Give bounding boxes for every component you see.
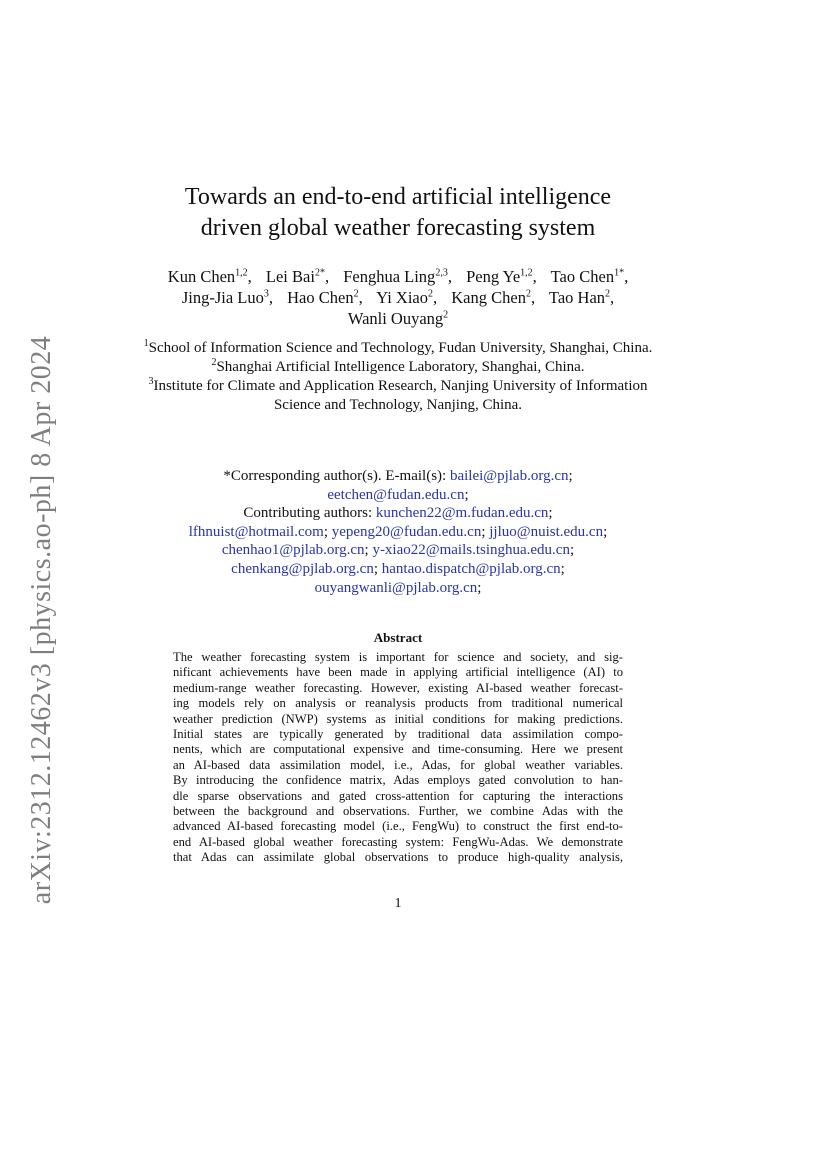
affiliation-1 [140,339,656,358]
affiliation-number: 1 [143,338,149,349]
contributing-line-4: chenkang@pjlab.org.cn; hantao.dispatch@pjlab.org.cn; [231,560,565,577]
author-affiliation-mark: 2 [525,288,531,300]
author-name: Tao Han [548,288,606,307]
title-line-2: driven global weather forecasting system [200,215,596,241]
email-link[interactable]: hantao.dispatch@pjlab.org.cn [381,560,561,577]
author-affiliation-mark: 1,2 [235,267,248,279]
author-affiliation-mark: 2* [314,267,325,279]
abstract-line: weather prediction (NWP) systems as initial conditions for making predictions. [173,711,623,726]
author-affiliation-mark: 1* [614,267,625,279]
affiliation-text: Institute for Climate and Application Research, Nanjing University of Information Science and Technology, Nanjing, China. [153,378,648,413]
affiliation-number: 2 [211,357,217,368]
author-name: Yi Xiao [376,288,429,307]
author-name: Fenghua Ling [343,267,436,286]
abstract-line: advanced AI-based forecasting model (i.e., FengWu) to construct the first end-to- [173,819,623,834]
author-name: Lei Bai [265,267,315,286]
contact-block [160,467,636,597]
email-link[interactable]: chenhao1@pjlab.org.cn [221,542,365,559]
abstract-line: dle sparse observations and gated cross-attention for capturing the interactions [173,788,623,803]
author-name: Kang Chen [451,288,526,307]
author-affiliation-mark: 2 [443,309,449,321]
abstract-line: nents, which are computational expensive and time-consuming. Here we present [173,742,623,757]
email-link[interactable]: jjluo@nuist.edu.cn [489,523,604,540]
author-list [140,266,656,329]
affiliation-number: 3 [148,376,154,387]
paper-title [118,182,678,244]
email-link[interactable]: eetchen@fudan.edu.cn [327,486,465,503]
email-link[interactable]: kunchen22@m.fudan.edu.cn [375,505,549,522]
author-affiliation-mark: 3 [263,288,269,300]
email-link[interactable]: chenkang@pjlab.org.cn [231,560,374,577]
author-affiliation-mark: 2,3 [435,267,448,279]
author-name: Kun Chen [167,267,236,286]
author-line-2: Jing-Jia Luo$^3$, Hao Chen$^2$, Yi Xiao$^2$, Kang Chen$^2$, Tao Han$^2$, [181,288,615,307]
corresponding-line: *Corresponding author(s). E-mail(s): bailei@pjlab.org.cn; [223,468,573,484]
author-line-3 [140,308,656,329]
abstract-line: Initial states are typically generated by traditional data assimilation compo- [173,727,623,742]
contributing-line-3: chenhao1@pjlab.org.cn; y-xiao22@mails.tsinghua.edu.cn; [221,542,575,559]
affiliation-2 [140,358,656,377]
email-link[interactable]: ouyangwanli@pjlab.org.cn [314,579,478,596]
author-affiliation-mark: 2 [353,288,359,300]
email-link[interactable]: bailei@pjlab.org.cn [449,468,569,484]
contributing-line-5: ouyangwanli@pjlab.org.cn; [314,579,482,596]
abstract-line: end AI-based global weather forecasting system: FengWu-Adas. We demonstrate [173,834,623,849]
author-name: Wanli Ouyang [347,309,444,328]
author-affiliation-mark: 2 [428,288,434,300]
abstract-line: between the background and observations. Further, we combine Adas with the [173,804,623,819]
page-number: 1 [394,896,402,911]
email-link[interactable]: y-xiao22@mails.tsinghua.edu.cn [372,542,570,559]
abstract-line: medium-range weather forecasting. However, existing AI-based weather forecast- [173,680,623,695]
author-name: Jing-Jia Luo [181,288,264,307]
affiliation-3 [140,377,656,415]
author-affiliation-mark: 1,2 [520,267,533,279]
abstract-line: nificant achievements have been made in applying artificial intelligence (AI) to [173,665,623,680]
arxiv-identifier: arXiv:2312.12462v3 [physics.ao-ph] 8 Apr 2024 [26,335,57,905]
author-name: Peng Ye [466,267,521,286]
email-link[interactable]: yepeng20@fudan.edu.cn [331,523,482,540]
email-link[interactable]: lfhnuist@hotmail.com [188,523,324,540]
abstract-line: ing models rely on analysis or reanalysis products from traditional numerical [173,696,623,711]
corresponding-line-2: eetchen@fudan.edu.cn; [327,486,469,503]
contributing-line: Contributing authors: kunchen22@m.fudan.edu.cn; [243,505,553,522]
author-name: Tao Chen [550,267,615,286]
affiliation-list [140,339,656,415]
corresponding-label: *Corresponding author(s). E-mail(s): [223,468,447,484]
author-affiliation-mark: 2 [605,288,611,300]
affiliation-text: Shanghai Artificial Intelligence Laboratory, Shanghai, China. [216,359,585,375]
abstract-line: By introducing the confidence matrix, Adas employs gated convolution to han- [173,773,623,788]
author-line-1: Kun Chen$^{1,2}$, Lei Bai$^{2*}$, Fenghua Ling$^{2,3}$, Peng Ye$^{1,2}$, Tao Chen$^{1*}$, [167,267,629,286]
abstract-heading: Abstract [373,630,423,645]
affiliation-text: School of Information Science and Technology, Fudan University, Shanghai, China. [148,340,653,356]
author-name: Hao Chen [287,288,354,307]
abstract-line: that Adas can assimilate global observations to produce high-quality analysis, [173,850,623,865]
contributing-label: Contributing authors: [243,505,373,522]
contributing-line-2: lfhnuist@hotmail.com; yepeng20@fudan.edu.cn; jjluo@nuist.edu.cn; [188,523,608,540]
title-line-1: Towards an end-to-end artificial intelligence [184,184,612,210]
abstract-body [173,650,623,866]
abstract-line: an AI-based data assimilation model, i.e., Adas, for global weather variables. [173,757,623,772]
abstract-line: The weather forecasting system is important for science and society, and sig- [173,650,623,664]
